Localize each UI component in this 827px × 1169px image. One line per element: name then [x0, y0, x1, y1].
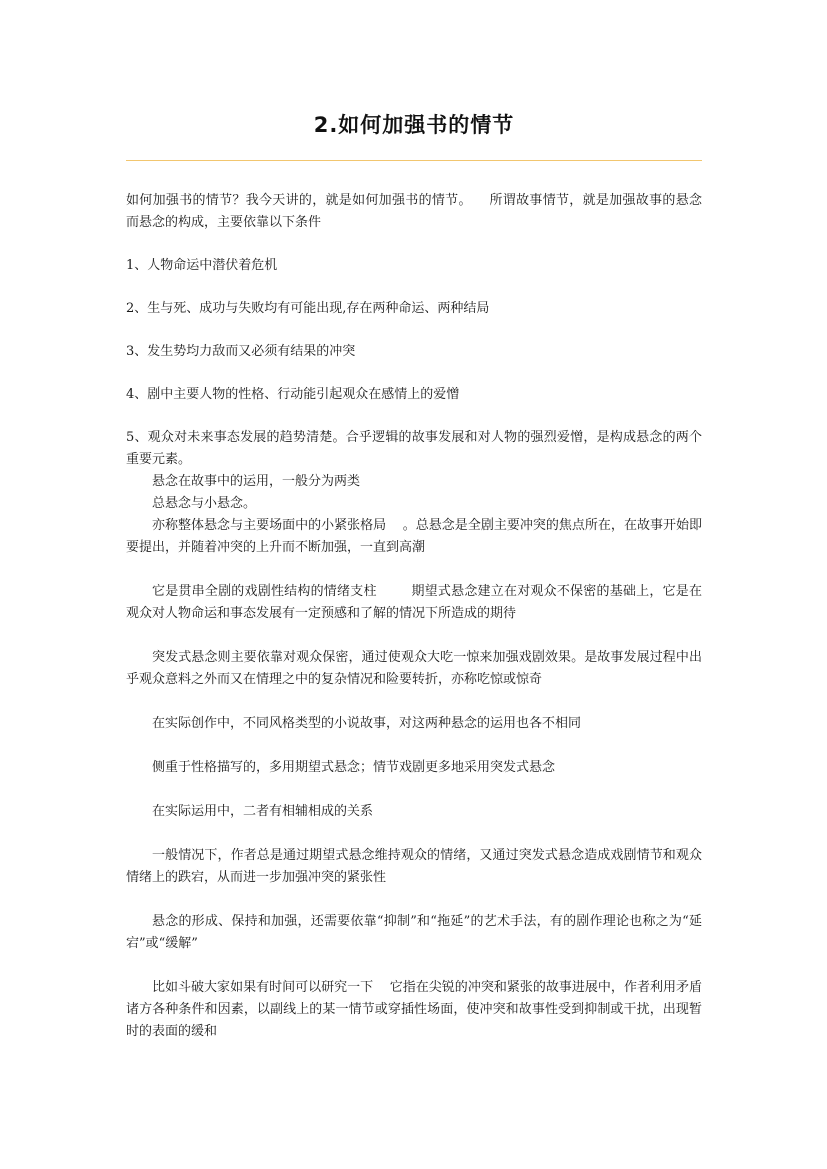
suspense-types-paragraph: 悬念在故事中的运用，一般分为两类: [152, 474, 361, 489]
technique-paragraph: 悬念的形成、保持和加强，还需要依靠“抑制”和“拖延”的艺术手法，有的剧作理论也称之为“延宕”或“缓解”: [126, 914, 702, 951]
document-body: [126, 190, 736, 1043]
general-case-paragraph: 一般情况下，作者总是通过期望式悬念维持观众的情绪，又通过突发式悬念造成戏剧情节和观众情绪上的跌宕，从而进一步加强冲突的紧张性: [126, 848, 702, 885]
intro-paragraph: 如何加强书的情节？我今天讲的，就是如何加强书的情节。 所谓故事情节，就是加强故事的悬念 而悬念的构成，主要依靠以下条件: [126, 193, 736, 230]
title-divider: [126, 160, 702, 161]
complement-paragraph: 在实际运用中，二者有相辅相成的关系: [152, 804, 374, 819]
condition-item-1: 1、人物命运中潜伏着危机: [126, 258, 278, 273]
condition-item-4: 4、剧中主要人物的性格、行动能引起观众在感情上的爱憎: [126, 387, 460, 402]
creation-paragraph: 在实际创作中，不同风格类型的小说故事，对这两种悬念的运用也各不相同: [152, 716, 582, 731]
document-title: 2.如何加强书的情节: [313, 113, 515, 137]
style-paragraph: 侧重于性格描写的，多用期望式悬念；情节戏剧更多地采用突发式悬念: [152, 760, 556, 775]
condition-item-2: 2、生与死、成功与失败均有可能出现,存在两种命运、两种结局: [126, 301, 490, 316]
sudden-suspense-paragraph: 突发式悬念则主要依靠对观众保密，通过使观众大吃一惊来加强戏剧效果。是故事发展过程中出乎观众意料之外而又在情理之中的复杂情况和险要转折，亦称吃惊或惊奇: [126, 650, 702, 687]
suspense-types-list: 总悬念与小悬念。: [152, 496, 257, 511]
condition-item-3: 3、发生势均力敌而又必须有结果的冲突: [126, 344, 356, 359]
expectation-suspense-paragraph: 它是贯串全剧的戏剧性结构的情绪支柱 期望式悬念建立在对观众不保密的基础上，它是在观众对人物命运和事态发展有一定预感和了解的情况下所造成的期待: [126, 584, 702, 621]
overall-suspense-paragraph: 亦称整体悬念与主要场面中的小紧张格局 。总悬念是全剧主要冲突的焦点所在，在故事开始即要提出，并随着冲突的上升而不断加强，一直到高潮: [126, 518, 702, 555]
condition-item-5: 5、观众对未来事态发展的趋势清楚。合乎逻辑的故事发展和对人物的强烈爱憎，是构成悬念的两个重要元素。: [126, 430, 702, 467]
example-paragraph: 比如斗破大家如果有时间可以研究一下 它指在尖锐的冲突和紧张的故事进展中，作者利用矛盾诸方各种条件和因素，以副线上的某一情节或穿插性场面，使冲突和故事性受到抑制或干扰，出现暂时的表面的缓和: [126, 980, 702, 1039]
